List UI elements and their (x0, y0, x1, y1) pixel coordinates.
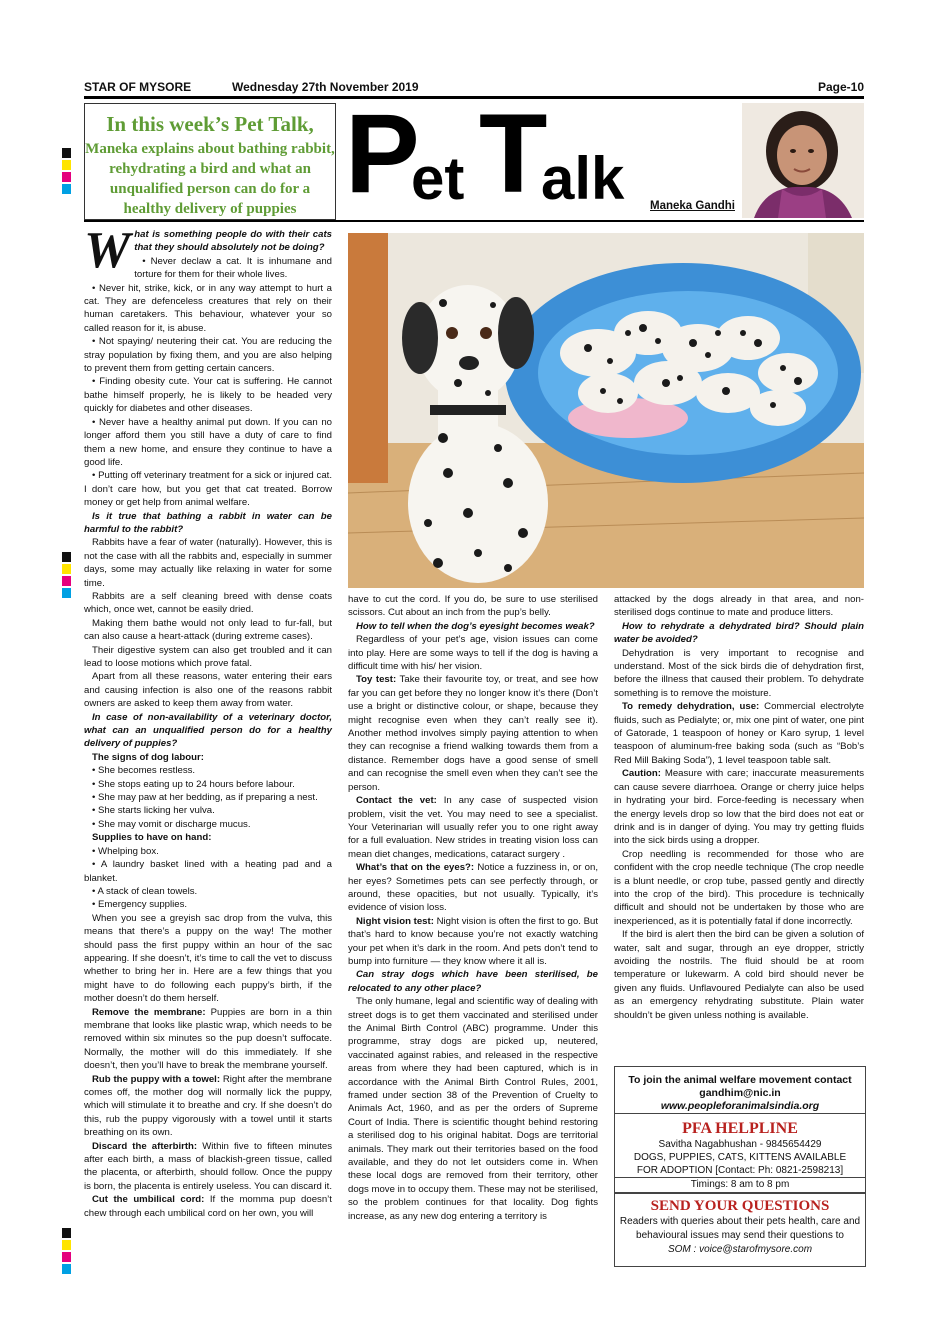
paragraph: Regardless of your pet’s age, vision issues can come into play. Here are some ways to tell if the dog is having a difficult time with his/ her vision. (348, 634, 598, 673)
list-item: • She stops eating up to 24 hours before labour. (92, 778, 295, 790)
helpline-contact: Savitha Nagabhushan - 9845654429 (658, 1139, 822, 1150)
newspaper-name: STAR OF MYSORE (84, 80, 192, 94)
paragraph: Cut the umbilical cord: If the momma pup doesn’t chew through each umbilical cord on her own, you will (84, 1194, 332, 1219)
teaser-heading: In this week’s Pet Talk, (106, 112, 314, 136)
cat-point: • Never have a healthy animal put down. If you can no longer afford them you still have a duty of care to find them a new home, and ensure they continue to have a good life. (84, 416, 332, 468)
questions-box (614, 1193, 866, 1267)
title-letter-t: T (479, 91, 548, 216)
column-2 (348, 593, 598, 1223)
paragraph: Contact the vet: In any case of suspected vision problem, visit the vet. You may need to see a specialist. Your Veterinarian will usually refer you to one right away for a full evaluation. New strides in treating vision loss can mean diet changes, medications, cataract surgery . (348, 795, 598, 860)
column-1 (84, 222, 332, 1220)
paragraph: Rub the puppy with a towel: Right after the membrane comes off, the mother dog will normally lick the puppy, which will stimulate it to breathe and cry. If she doesn’t do this, rub the puppy vigorously with a towel until it starts breathing on its own. (84, 1073, 332, 1139)
teaser-box (84, 103, 336, 220)
contact-heading: To join the animal welfare movement contact (628, 1074, 852, 1086)
question-rabbit: Is it true that bathing a rabbit in water can be harmful to the rabbit? (84, 510, 332, 535)
paragraph: Dehydration is very important to recognise and understand. Most of the sick birds die of dehydration first, before the illness that caused their problem. To dehydrate something is to remove the moisture. (614, 647, 864, 699)
contact-box (614, 1066, 866, 1193)
cat-point: • Never hit, strike, kick, or in any way attempt to hurt a cat. They are defenceless creatures that rely on their human caretakers. This behaviour, whatever your so called reason for it, is abuse. (84, 282, 332, 334)
title-letter-p: P (345, 91, 420, 216)
author-portrait (742, 103, 864, 218)
paragraph: The only humane, legal and scientific way of dealing with street dogs is to get them vaccinated and sterilised under the Animal Birth Control (ABC) programme. Under this programme, stray dogs are picked up, neutered, vaccinated against rabies, and released in the respective areas from where they had been captured, which is in accordance with the Animal Birth Control Rules, 2001, framed under section 38 of the Prevention of Cruelty to Animals Act, 1960, and as per the orders of Supreme Court of India. There is scientific thought behind restoring a sterilised dog to his original habitat. Dogs are territorial animals. They mark out their territories based on the food available, and they do not let outsiders come in. When these local dogs are removed from their territory, other dogs move in to occupy them. These may not be sterilised, so the problem continues for that locality. Dog fights increase, as any new dog entering a territory is (348, 996, 598, 1222)
paragraph: Their digestive system can also get troubled and it can lead to loose motions which prove fatal. (84, 644, 332, 669)
paragraph: have to cut the cord. If you do, be sure to use sterilised scissors. Cut about an inch from the pup’s belly. (348, 594, 598, 619)
header-rule (84, 96, 864, 99)
title-rule (84, 220, 864, 222)
title-alk: alk (541, 145, 625, 212)
divider (615, 1113, 865, 1114)
question-cats: hat is something people do with their cats that they should absolutely not be doing? (134, 229, 332, 254)
paragraph: Rabbits have a fear of water (naturally). However, this is not the case with all the rabbits and, especially in summer days, some may actually like relaxing in water for some time. (84, 537, 332, 589)
questions-heading: SEND YOUR QUESTIONS (650, 1198, 830, 1214)
question-puppies: In case of non-availability of a veterinary doctor, what can an unqualified person do for a healthy delivery of puppies? (84, 711, 332, 750)
cat-point: • Putting off veterinary treatment for a sick or injured cat. I don’t care how, but you get that cat treated. Borrow money or get help from animal welfare. (84, 470, 332, 509)
paragraph: attacked by the dogs already in that area, and non-sterilised dogs continue to mate and produce litters. (614, 594, 864, 619)
page-number: Page-10 (817, 80, 864, 94)
paragraph: Apart from all these reasons, water entering their ears and causing infection is also one of the reasons rabbit owners are asked to keep them away from water. (84, 671, 332, 710)
subheading: The signs of dog labour: (92, 751, 204, 763)
issue-date: Wednesday 27th November 2019 (232, 80, 419, 94)
paragraph: To remedy dehydration, use: Commercial electrolyte fluids, such as Pedialyte; or, mix one pint of water, one pint of Gatorade, 1 teaspoon of honey or Karo syrup, 1 level teaspoon of aluminum-free baking soda (such as “Bob’s Red Mill Baking Soda”), 1 level teaspoon table salt. (614, 701, 864, 766)
question-bird: How to rehydrate a dehydrated bird? Should plain water be avoided? (614, 620, 864, 646)
adoption-line: DOGS, PUPPIES, CATS, KITTENS AVAILABLE (633, 1152, 847, 1163)
list-item: • She may paw at her bedding, as if preparing a nest. (92, 792, 318, 804)
list-item: • Whelping box. (92, 845, 159, 857)
paragraph: Making them bathe would not only lead to fur-fall, but can also cause a heart-attack (during extreme cases). (84, 617, 332, 643)
list-item: • She starts licking her vulva. (92, 805, 215, 817)
question-eyesight: How to tell when the dog’s eyesight becomes weak? (356, 620, 595, 632)
paragraph: Remove the membrane: Puppies are born in a thin membrane that looks like plastic wrap, which needs to be removed within six minutes so the pup doesn’t suffocate. Normally, the mother will do this immediately. If she doesn’t, then you’ll have to break the membrane yourself. (84, 1006, 332, 1072)
subheading: Supplies to have on hand: (92, 832, 212, 844)
helpline-title: PFA HELPLINE (682, 1120, 798, 1137)
cat-point: • Never declaw a cat. It is inhumane and torture for them for their whole lives. (134, 255, 332, 281)
paragraph: Discard the afterbirth: Within five to fifteen minutes after each birth, a mass of blackish-green tissue, called the placenta, or afterbirth, should follow. Once the puppy is born, the placenta is entirely useless. You can discard it. (84, 1140, 332, 1192)
paragraph: When you see a greyish sac drop from the vulva, this means that there’s a puppy on the way! The mother should pass the first puppy within an hour of the sac appearing. If she doesn’t, it’s time to call the vet to discuss whether to bring her in. Here are a few things that you might have to do following each puppy’s birth, if the mother doesn’t do them herself. (84, 912, 332, 1005)
list-item: • A stack of clean towels. (92, 885, 198, 897)
list-item: • A laundry basket lined with a heating pad and a blanket. (84, 859, 332, 884)
paragraph: Rabbits are a self cleaning breed with dense coats which, once wet, cannot be easily dried. (84, 590, 332, 616)
paragraph: If the bird is alert then the bird can be given a solution of water, salt and sugar, through an eye dropper, strictly avoiding the nostrils. The fluid should be at room temperature or lukewarm. A cold bird should never be given any fluids. Unflavoured Pedialyte can also be used as an emergency rehydrating substitute. Plain water shouldn’t be given unless nothing is available. (614, 929, 864, 1021)
teaser-text: Maneka explains about bathing rabbit, rehydrating a bird and what an unqualified person can do for a healthy delivery of puppies (85, 141, 335, 217)
paragraph: Toy test: Take their favourite toy, or treat, and see how far you can get before they no longer know it’s there (Don’t use a bright or distinctive colour, or shape, because they might recognise even when they can’t really see it). Another method involves simply paying attention to when they can recognise a friend walking towards them from a distance. Remember dogs have a good sense of smell and can recognise the smell even when they can’t see the person. (348, 674, 599, 793)
paragraph: Crop needling is recommended for those who are confident with the crop needle technique (The crop needle is a blunt needle, or crop tube, passed gently and directly into the crop of the bird). This procedure is technically difficult and should not be undertaken by those who are inexperienced, as it is potentially fatal if done incorrectly. (614, 848, 864, 927)
paragraph: Caution: Measure with care; inaccurate measurements can cause severe diarrhoea. Orange or cherry juice helps in hydrating your bird. Force-feeding is necessary when the energy levels drop so low that the bird does not eat or drink and is in danger of dying. You may try getting fluids into the sick birds using a dropper. (614, 768, 864, 847)
title-et: et (411, 145, 465, 212)
contact-email[interactable]: gandhim@nic.in (699, 1087, 781, 1099)
question-stray-dogs: Can stray dogs which have been sterilised, be relocated to any other place? (348, 969, 598, 994)
list-item: • She becomes restless. (92, 765, 196, 777)
author-byline: Maneka Gandhi (650, 200, 735, 212)
dalmatian-photo (348, 233, 864, 588)
pet-talk-title (345, 91, 645, 220)
cat-point: • Not spaying/ neutering their cat. You are reducing the stray population by fixing them, and you are also helping to prevent them from getting certain cancers. (84, 336, 332, 375)
list-item: • She may vomit or discharge mucus. (92, 818, 251, 830)
helpline-timings: Timings: 8 am to 8 pm (690, 1179, 790, 1190)
list-item: • Emergency supplies. (92, 899, 188, 911)
column-3 (614, 593, 864, 1022)
paragraph: Night vision test: Night vision is often the first to go. But that’s hard to know because you’re not exactly watching your pet when it’s dark in the room. And pets don’t tend to bump into furniture — they know where it all is. (348, 915, 598, 967)
questions-text: Readers with queries about their pets health, care and behavioural issues may send their questions to (619, 1216, 861, 1241)
adoption-contact: FOR ADOPTION [Contact: Ph: 0821-2598213] (636, 1165, 844, 1176)
drop-cap: W (84, 222, 131, 279)
paragraph: What’s that on the eyes?: Notice a fuzziness in, or on, her eyes? Sometimes pets can see perfectly through, or around, these opacities, but not usually. Typically, it’s evidence of vision loss. (348, 862, 598, 914)
questions-email[interactable]: SOM : voice@starofmysore.com (667, 1244, 813, 1255)
cat-point: • Finding obesity cute. Your cat is suffering. He cannot bathe himself properly, he is likely to be headed very quickly for diabetes and other diseases. (84, 376, 332, 415)
contact-website[interactable]: www.peopleforanimalsindia.org (660, 1100, 820, 1112)
